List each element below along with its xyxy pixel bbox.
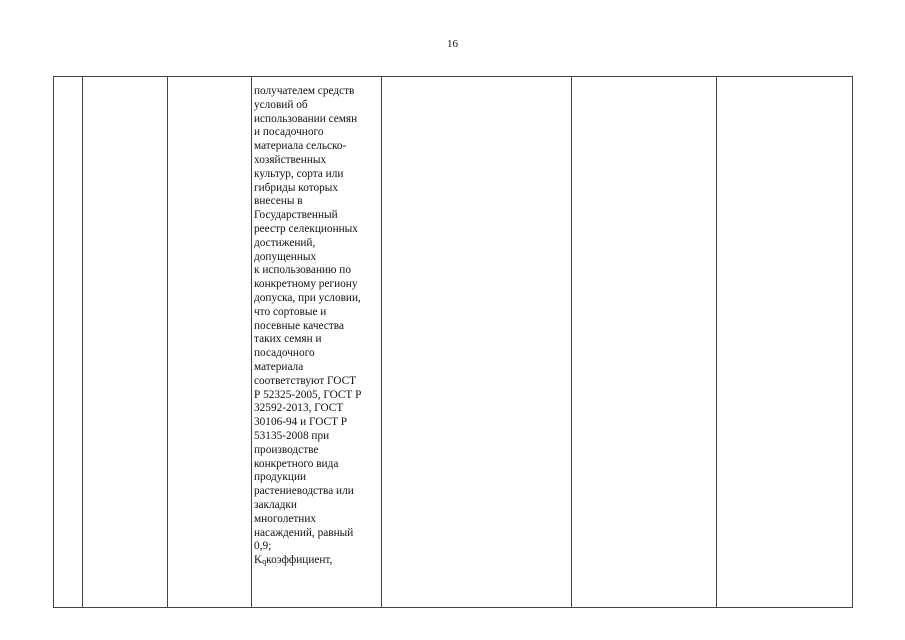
cell-text-line: закладки	[254, 498, 297, 511]
table-column-1	[53, 77, 82, 607]
table-column-2	[82, 77, 167, 607]
cell-text-line: и посадочного	[254, 126, 324, 139]
cell-text-line: конкретному региону	[254, 278, 358, 291]
cell-text-line: конкретного вида	[254, 457, 339, 470]
cell-text-line: реестр селекционных	[254, 222, 358, 235]
cell-text-line: допущенных	[254, 250, 317, 263]
cell-text-line: продукции	[254, 471, 307, 484]
cell-text-line: Государственный	[254, 209, 338, 222]
cell-text-line: материала сельско-	[254, 140, 347, 153]
cell-text-line: 53135-2008 при	[254, 429, 330, 442]
cell-text-line: получателем средств	[254, 85, 355, 97]
cell-text-line: таких семян и	[254, 333, 322, 346]
table-cell-text	[254, 85, 380, 568]
cell-text-line: Р 52325-2005, ГОСТ Р	[254, 388, 362, 401]
cell-text-line: насаждений, равный	[254, 526, 354, 539]
cell-text-line: к использованию по	[254, 264, 351, 277]
cell-text-line: многолетних	[254, 512, 317, 525]
cell-text-line: посевные качества	[254, 319, 344, 332]
kq-symbol-subscript: q	[262, 557, 267, 567]
cell-text-line: материала	[254, 360, 304, 373]
table-column-5	[381, 77, 571, 607]
table-column-4	[251, 77, 381, 607]
cell-text-line: соответствуют ГОСТ	[254, 374, 357, 387]
cell-text-line: посадочного	[254, 347, 315, 360]
cell-text-line: производстве	[254, 443, 319, 456]
cell-text-line: использовании семян	[254, 112, 358, 125]
table-column-3	[167, 77, 251, 607]
kq-word: коэффициент,	[266, 554, 333, 567]
cell-text-line: достижений,	[254, 236, 316, 249]
cell-text-line-kq	[254, 554, 378, 568]
cell-text-line: внесены в	[254, 195, 303, 208]
cell-text-line: растениеводства или	[254, 485, 354, 498]
cell-text-line: гибриды которых	[254, 181, 339, 194]
cell-text-line: условий об	[254, 98, 308, 111]
kq-symbol-letter: K	[254, 554, 263, 567]
table-column-7	[716, 77, 853, 607]
cell-text-line: что сортовые и	[254, 305, 327, 318]
cell-text-line: 32592-2013, ГОСТ	[254, 402, 344, 415]
cell-text-line: культур, сорта или	[254, 167, 344, 180]
cell-text-line: хозяйственных	[254, 153, 327, 166]
document-table	[53, 76, 853, 608]
cell-text-line: допуска, при условии,	[254, 291, 361, 304]
kq-symbol	[254, 554, 266, 566]
cell-text-line: 30106-94 и ГОСТ Р	[254, 416, 348, 429]
cell-text-line: 0,9;	[254, 540, 272, 553]
table-column-6	[571, 77, 716, 607]
page-number: 16	[447, 38, 458, 50]
